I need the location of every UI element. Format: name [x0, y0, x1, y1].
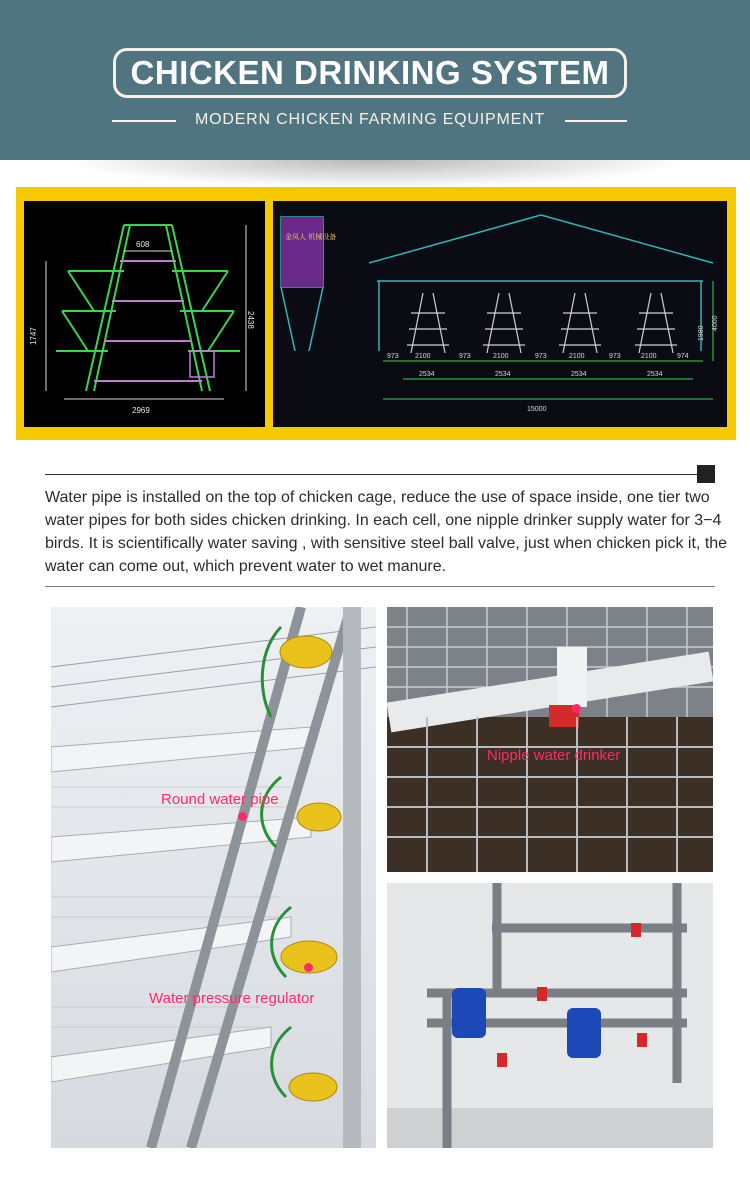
dim-label: 2438: [246, 311, 255, 329]
divider-marker: [697, 465, 715, 483]
subtitle-rule-right: [565, 120, 627, 122]
dim-label: 2534: [571, 371, 587, 378]
blueprint-panel: [16, 187, 736, 440]
dim-label: 2100: [569, 353, 585, 360]
medicator-photo: [387, 883, 713, 1148]
page-subtitle: MODERN CHICKEN FARMING EQUIPMENT: [194, 111, 546, 128]
nipple-marker: [572, 704, 581, 713]
description-text: Water pipe is installed on the top of chicken cage, reduce the use of space inside, one tier two water pipes for both sides chicken drinking. In each cell, one nipple drinker supply water for 3−4 birds. It is scientifically water saving , with sensitive steel ball valve, just when chicken pick it, the water can come out, which prevent water to wet manure.: [45, 489, 728, 575]
dim-label: 973: [609, 353, 621, 360]
cage-photo: [51, 607, 376, 1148]
dim-label: 2100: [493, 353, 509, 360]
dim-label: 2534: [495, 371, 511, 378]
dim-label: 15000: [527, 406, 547, 413]
dim-label: 2534: [647, 371, 663, 378]
dim-label: 1747: [29, 327, 38, 345]
cage-front-drawing: [24, 201, 265, 427]
nipple-photo: [387, 607, 713, 872]
dim-label: 973: [535, 353, 547, 360]
round-pipe-label: Round water pipe: [161, 791, 279, 808]
dim-label: 2534: [419, 371, 435, 378]
header-shadow: [60, 160, 690, 188]
regulator-label: Water pressure regulator: [149, 990, 315, 1007]
page-title: CHICKEN DRINKING SYSTEM: [130, 54, 610, 91]
subtitle-rule-left: [112, 120, 176, 122]
dim-label: 2100: [415, 353, 431, 360]
dim-label: 973: [459, 353, 471, 360]
dim-label: 2100: [641, 353, 657, 360]
regulator-marker: [304, 963, 313, 972]
description-rule: [45, 586, 715, 587]
nipple-label: Nipple water drinker: [487, 747, 621, 764]
dim-label: 1980: [698, 325, 705, 341]
section-divider: [45, 474, 705, 475]
dim-label: 2969: [132, 406, 150, 415]
round-pipe-marker: [238, 812, 247, 821]
header-banner: [0, 0, 750, 160]
title-frame: [113, 48, 627, 98]
dim-label: 4000: [712, 315, 719, 331]
house-section-drawing: [273, 201, 727, 427]
dim-label: 973: [387, 353, 399, 360]
dim-label: 974: [677, 353, 689, 360]
silo-label: 金凤人 机械设备: [285, 233, 337, 241]
dim-label: 608: [136, 240, 150, 249]
